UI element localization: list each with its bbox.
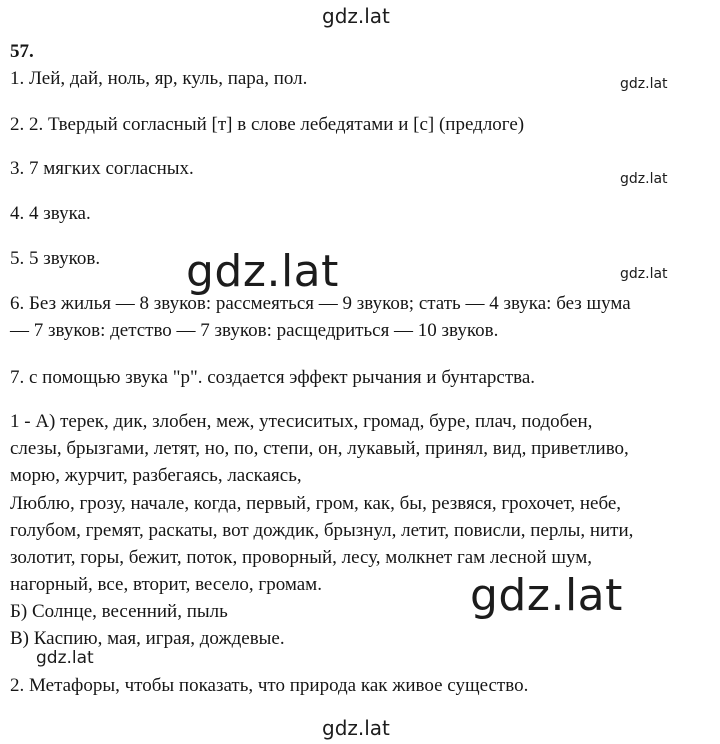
- answer-line: 1. Лей, дай, ноль, яр, куль, пара, пол.: [10, 68, 308, 89]
- answer-line: В) Каспию, мая, играя, дождевые.: [10, 628, 285, 649]
- watermark-top: gdz.lat: [322, 4, 390, 28]
- answer-line: 3. 7 мягких согласных.: [10, 158, 194, 179]
- answer-line: нагорный, все, вторит, весело, громам.: [10, 574, 322, 595]
- watermark-right-3: gdz.lat: [620, 266, 668, 282]
- watermark-bottom: gdz.lat: [322, 716, 390, 740]
- answer-line: голубом, гремят, раскаты, вот дождик, брызнул, летит, повисли, перлы, нити,: [10, 520, 634, 541]
- watermark-big-right: gdz.lat: [470, 570, 623, 621]
- watermark-right-2: gdz.lat: [620, 171, 668, 187]
- watermark-left-small: gdz.lat: [36, 648, 94, 668]
- answer-line: 2. Метафоры, чтобы показать, что природа как живое существо.: [10, 675, 529, 696]
- exercise-number: 57.: [10, 41, 34, 62]
- watermark-big-center: gdz.lat: [186, 246, 339, 297]
- answer-line: 2. 2. Твердый согласный [т] в слове лебедятами и [с] (предлоге): [10, 114, 525, 135]
- answer-line: — 7 звуков: детство — 7 звуков: расщедриться — 10 звуков.: [10, 320, 499, 341]
- answer-line: 6. Без жилья — 8 звуков: рассмеяться — 9 звуков; стать — 4 звука: без шума: [10, 293, 631, 314]
- answer-line: 7. с помощью звука "р". создается эффект рычания и бунтарства.: [10, 367, 536, 388]
- answer-line: 5. 5 звуков.: [10, 248, 101, 269]
- answer-line: морю, журчит, разбегаясь, ласкаясь,: [10, 465, 302, 486]
- answer-line: золотит, горы, бежит, поток, проворный, лесу, молкнет гам лесной шум,: [10, 547, 593, 568]
- answer-line: Люблю, грозу, начале, когда, первый, гром, как, бы, резвяся, грохочет, небе,: [10, 493, 622, 514]
- watermark-right-1: gdz.lat: [620, 76, 668, 92]
- answer-line: слезы, брызгами, летят, но, по, степи, он, лукавый, принял, вид, приветливо,: [10, 438, 629, 459]
- answer-line: 4. 4 звука.: [10, 203, 91, 224]
- answer-line: 1 - А) терек, дик, злобен, меж, утесиситых, громад, буре, плач, подобен,: [10, 411, 593, 432]
- answer-line: Б) Солнце, весенний, пыль: [10, 601, 228, 622]
